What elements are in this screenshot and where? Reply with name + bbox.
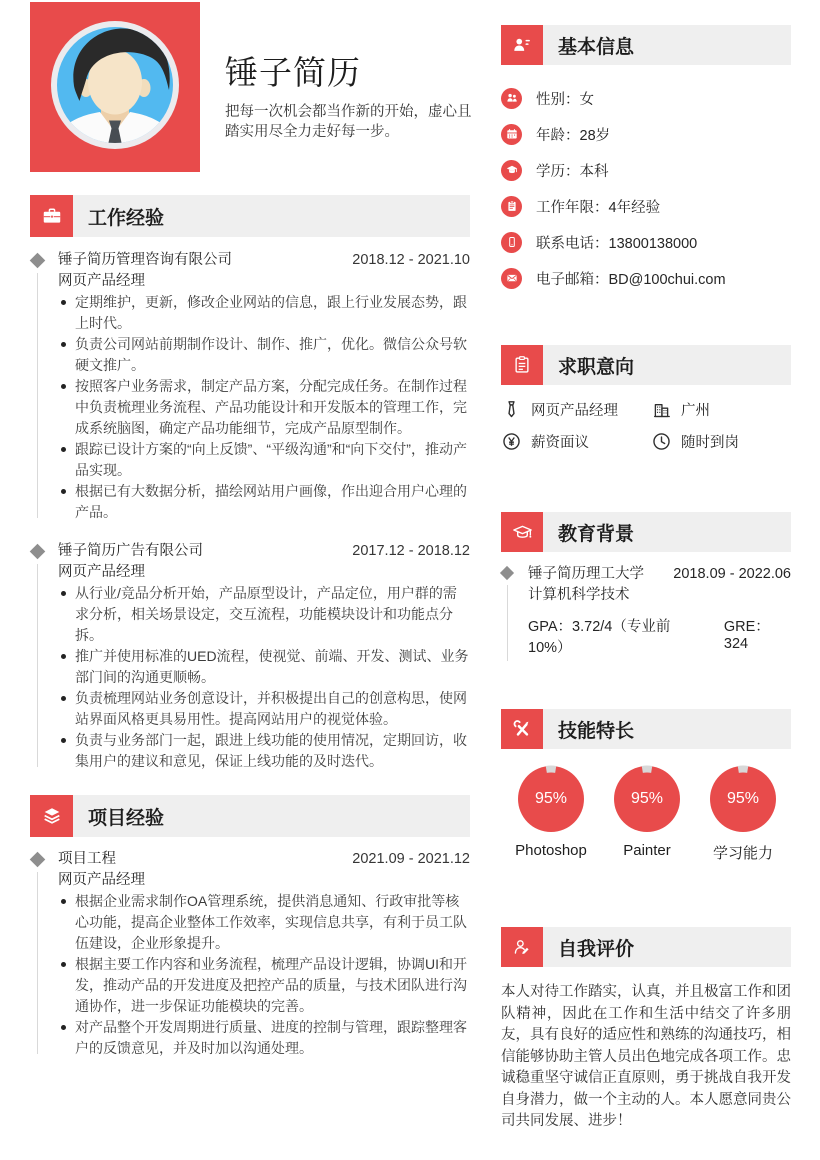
contact-card-icon	[501, 25, 543, 65]
section-header-basic-info	[501, 25, 791, 65]
building-icon	[651, 399, 672, 420]
work-bullets	[58, 583, 470, 772]
info-row-gender	[501, 80, 791, 116]
education-period: 2018.09 - 2022.06	[673, 566, 791, 582]
section-title: 基本信息	[558, 36, 635, 58]
email-icon	[501, 268, 522, 289]
intent-text: 随时到岗	[681, 435, 739, 451]
gender-icon	[501, 88, 522, 109]
info-row-email	[501, 260, 791, 296]
clock-icon	[651, 431, 672, 452]
bullet-item: 负责梳理网站业务创意设计，并积极提出自己的创意构思，使网站界面风格更具易用性。提高网站用户的视觉体验。	[58, 688, 470, 730]
info-text: 性别：女	[536, 91, 594, 108]
bullet-item: 对产品整个开发周期进行质量、进度的控制与管理，跟踪整理客户的反馈意见，并及时加以沟通处理。	[58, 1017, 470, 1059]
info-text: 电子邮箱：BD@100chui.com	[536, 271, 726, 288]
project-name: 项目工程	[58, 851, 116, 867]
bullet-item: 负责公司网站前期制作设计、制作、推广，优化。微信公众号软硬文推广。	[58, 334, 470, 376]
skill-chart	[517, 765, 585, 833]
candidate-name: 锤子简历	[225, 54, 361, 91]
section-title: 自我评价	[558, 938, 635, 960]
project-entry-1	[30, 849, 470, 1059]
info-row-age	[501, 116, 791, 152]
education-entry	[501, 564, 791, 657]
info-row-phone	[501, 224, 791, 260]
skill-item-learning	[695, 765, 791, 863]
section-title: 教育背景	[558, 523, 635, 545]
project-bullets	[58, 891, 470, 1059]
tagline: 把每一次机会都当作新的开始，虚心且踏实用尽全力走好每一步。	[225, 104, 472, 140]
section-title: 求职意向	[558, 356, 635, 378]
basic-info-list	[501, 80, 791, 296]
info-text: 联系电话：13800138000	[536, 235, 698, 252]
avatar	[30, 2, 200, 172]
work-bullets	[58, 292, 470, 523]
bullet-item: 根据已有大数据分析，描绘网站用户画像，作出迎合用户心理的产品。	[58, 481, 470, 523]
resume-header	[30, 2, 470, 172]
intent-text: 薪资面议	[531, 435, 589, 451]
skill-label: 学习能力	[712, 845, 773, 862]
left-column	[30, 2, 470, 1059]
skill-percent: 95%	[726, 790, 760, 807]
degree-icon	[501, 160, 522, 181]
intent-salary	[501, 430, 651, 453]
timeline-marker	[30, 250, 58, 523]
skill-percent: 95%	[630, 790, 664, 807]
info-text: 年龄：28岁	[536, 127, 611, 144]
intent-text: 网页产品经理	[531, 403, 618, 419]
skills-row	[501, 765, 791, 863]
timeline-marker	[501, 564, 528, 657]
project-period: 2021.09 - 2021.12	[352, 851, 470, 867]
info-text: 工作年限：4年经验	[536, 199, 661, 216]
major: 计算机科学技术	[528, 587, 630, 603]
layers-icon	[30, 795, 73, 837]
company-name: 锤子简历广告有限公司	[58, 543, 203, 559]
header-text	[200, 2, 472, 172]
info-text: 学历：本科	[536, 163, 609, 180]
intent-text: 广州	[681, 403, 710, 419]
intent-city	[651, 398, 791, 421]
job-title: 网页产品经理	[58, 273, 145, 289]
section-header-work	[30, 195, 470, 237]
intent-position	[501, 398, 651, 421]
work-entry-2	[30, 541, 470, 772]
intention-grid	[501, 398, 791, 453]
project-role: 网页产品经理	[58, 872, 145, 888]
work-period: 2017.12 - 2018.12	[352, 543, 470, 559]
section-header-skills	[501, 709, 791, 749]
right-column	[501, 25, 791, 1133]
phone-icon	[501, 232, 522, 253]
work-entry-1	[30, 250, 470, 523]
bullet-item: 推广并使用标准的UED流程，使视觉、前端、开发、测试、业务部门间的沟通更顺畅。	[58, 646, 470, 688]
info-row-experience	[501, 188, 791, 224]
job-title: 网页产品经理	[58, 564, 145, 580]
gre-value: GRE：324	[723, 619, 770, 652]
section-header-evaluation	[501, 927, 791, 967]
skill-label: Photoshop	[515, 842, 587, 859]
company-name: 锤子简历管理咨询有限公司	[58, 252, 232, 268]
skill-percent: 95%	[534, 790, 568, 807]
skill-chart	[709, 765, 777, 833]
section-header-education	[501, 512, 791, 552]
person-pencil-icon	[501, 927, 543, 967]
section-header-projects	[30, 795, 470, 837]
work-period: 2018.12 - 2021.10	[352, 252, 470, 268]
graduation-cap-icon	[501, 512, 543, 552]
bullet-item: 根据主要工作内容和业务流程，梳理产品设计逻辑，协调UI和开发，推动产品的开发进度及把控产品的质量，与技术团队进行沟通协作，进一步保证功能模块的完善。	[58, 954, 470, 1017]
age-icon	[501, 124, 522, 145]
info-row-degree	[501, 152, 791, 188]
avatar-illustration	[30, 2, 200, 172]
tools-icon	[501, 709, 543, 749]
skill-label: Painter	[623, 842, 671, 859]
school-name: 锤子简历理工大学	[528, 566, 644, 582]
intent-availability	[651, 430, 791, 453]
skill-item-photoshop	[503, 765, 599, 863]
clipboard-icon	[501, 345, 543, 385]
experience-icon	[501, 196, 522, 217]
briefcase-icon	[30, 195, 73, 237]
section-title: 工作经验	[88, 207, 165, 229]
self-evaluation-text: 本人对待工作踏实，认真，并且极富工作和团队精神，因此在工作和生活中结交了许多朋友，具有良好的适应性和熟练的沟通技巧，相信能够协助主管人员出色地完成各项工作。忠诚稳重坚守诚信正直原则，勇于挑战自我开发自身潜力，做一个主动的人。本人愿意同贵公司共同发展、进步！	[501, 984, 791, 1129]
salary-icon	[501, 431, 522, 452]
section-header-intention	[501, 345, 791, 385]
timeline-marker	[30, 541, 58, 772]
skill-item-painter	[599, 765, 695, 863]
section-title: 技能特长	[558, 720, 635, 742]
bullet-item: 根据企业需求制作OA管理系统，提供消息通知、行政审批等核心功能，提高企业整体工作效率，实现信息共享，有利于员工队伍建设，企业形象提升。	[58, 891, 470, 954]
timeline-marker	[30, 849, 58, 1059]
bullet-item: 按照客户业务需求，制定产品方案，分配完成任务。在制作过程中负责梳理业务流程、产品功能设计和开发版本的管理工作，完成系统脑图，确定产品功能细节，完成产品原型制作。	[58, 376, 470, 439]
bullet-item: 负责与业务部门一起，跟进上线功能的使用情况，定期回访，收集用户的建议和意见，保证上线功能的及时迭代。	[58, 730, 470, 772]
skill-chart	[613, 765, 681, 833]
bullet-item: 从行业/竞品分析开始，产品原型设计，产品定位，用户群的需求分析，相关场景设定，交互流程，功能模块设计和功能点分拆。	[58, 583, 470, 646]
tie-icon	[501, 399, 522, 420]
gpa-value: GPA：3.72/4（专业前10%）	[528, 619, 671, 656]
section-title: 项目经验	[88, 807, 165, 829]
bullet-item: 跟踪已设计方案的“向上反馈”、“平级沟通”和“向下交付”，推动产品实现。	[58, 439, 470, 481]
bullet-item: 定期维护，更新，修改企业网站的信息，跟上行业发展态势，跟上时代。	[58, 292, 470, 334]
